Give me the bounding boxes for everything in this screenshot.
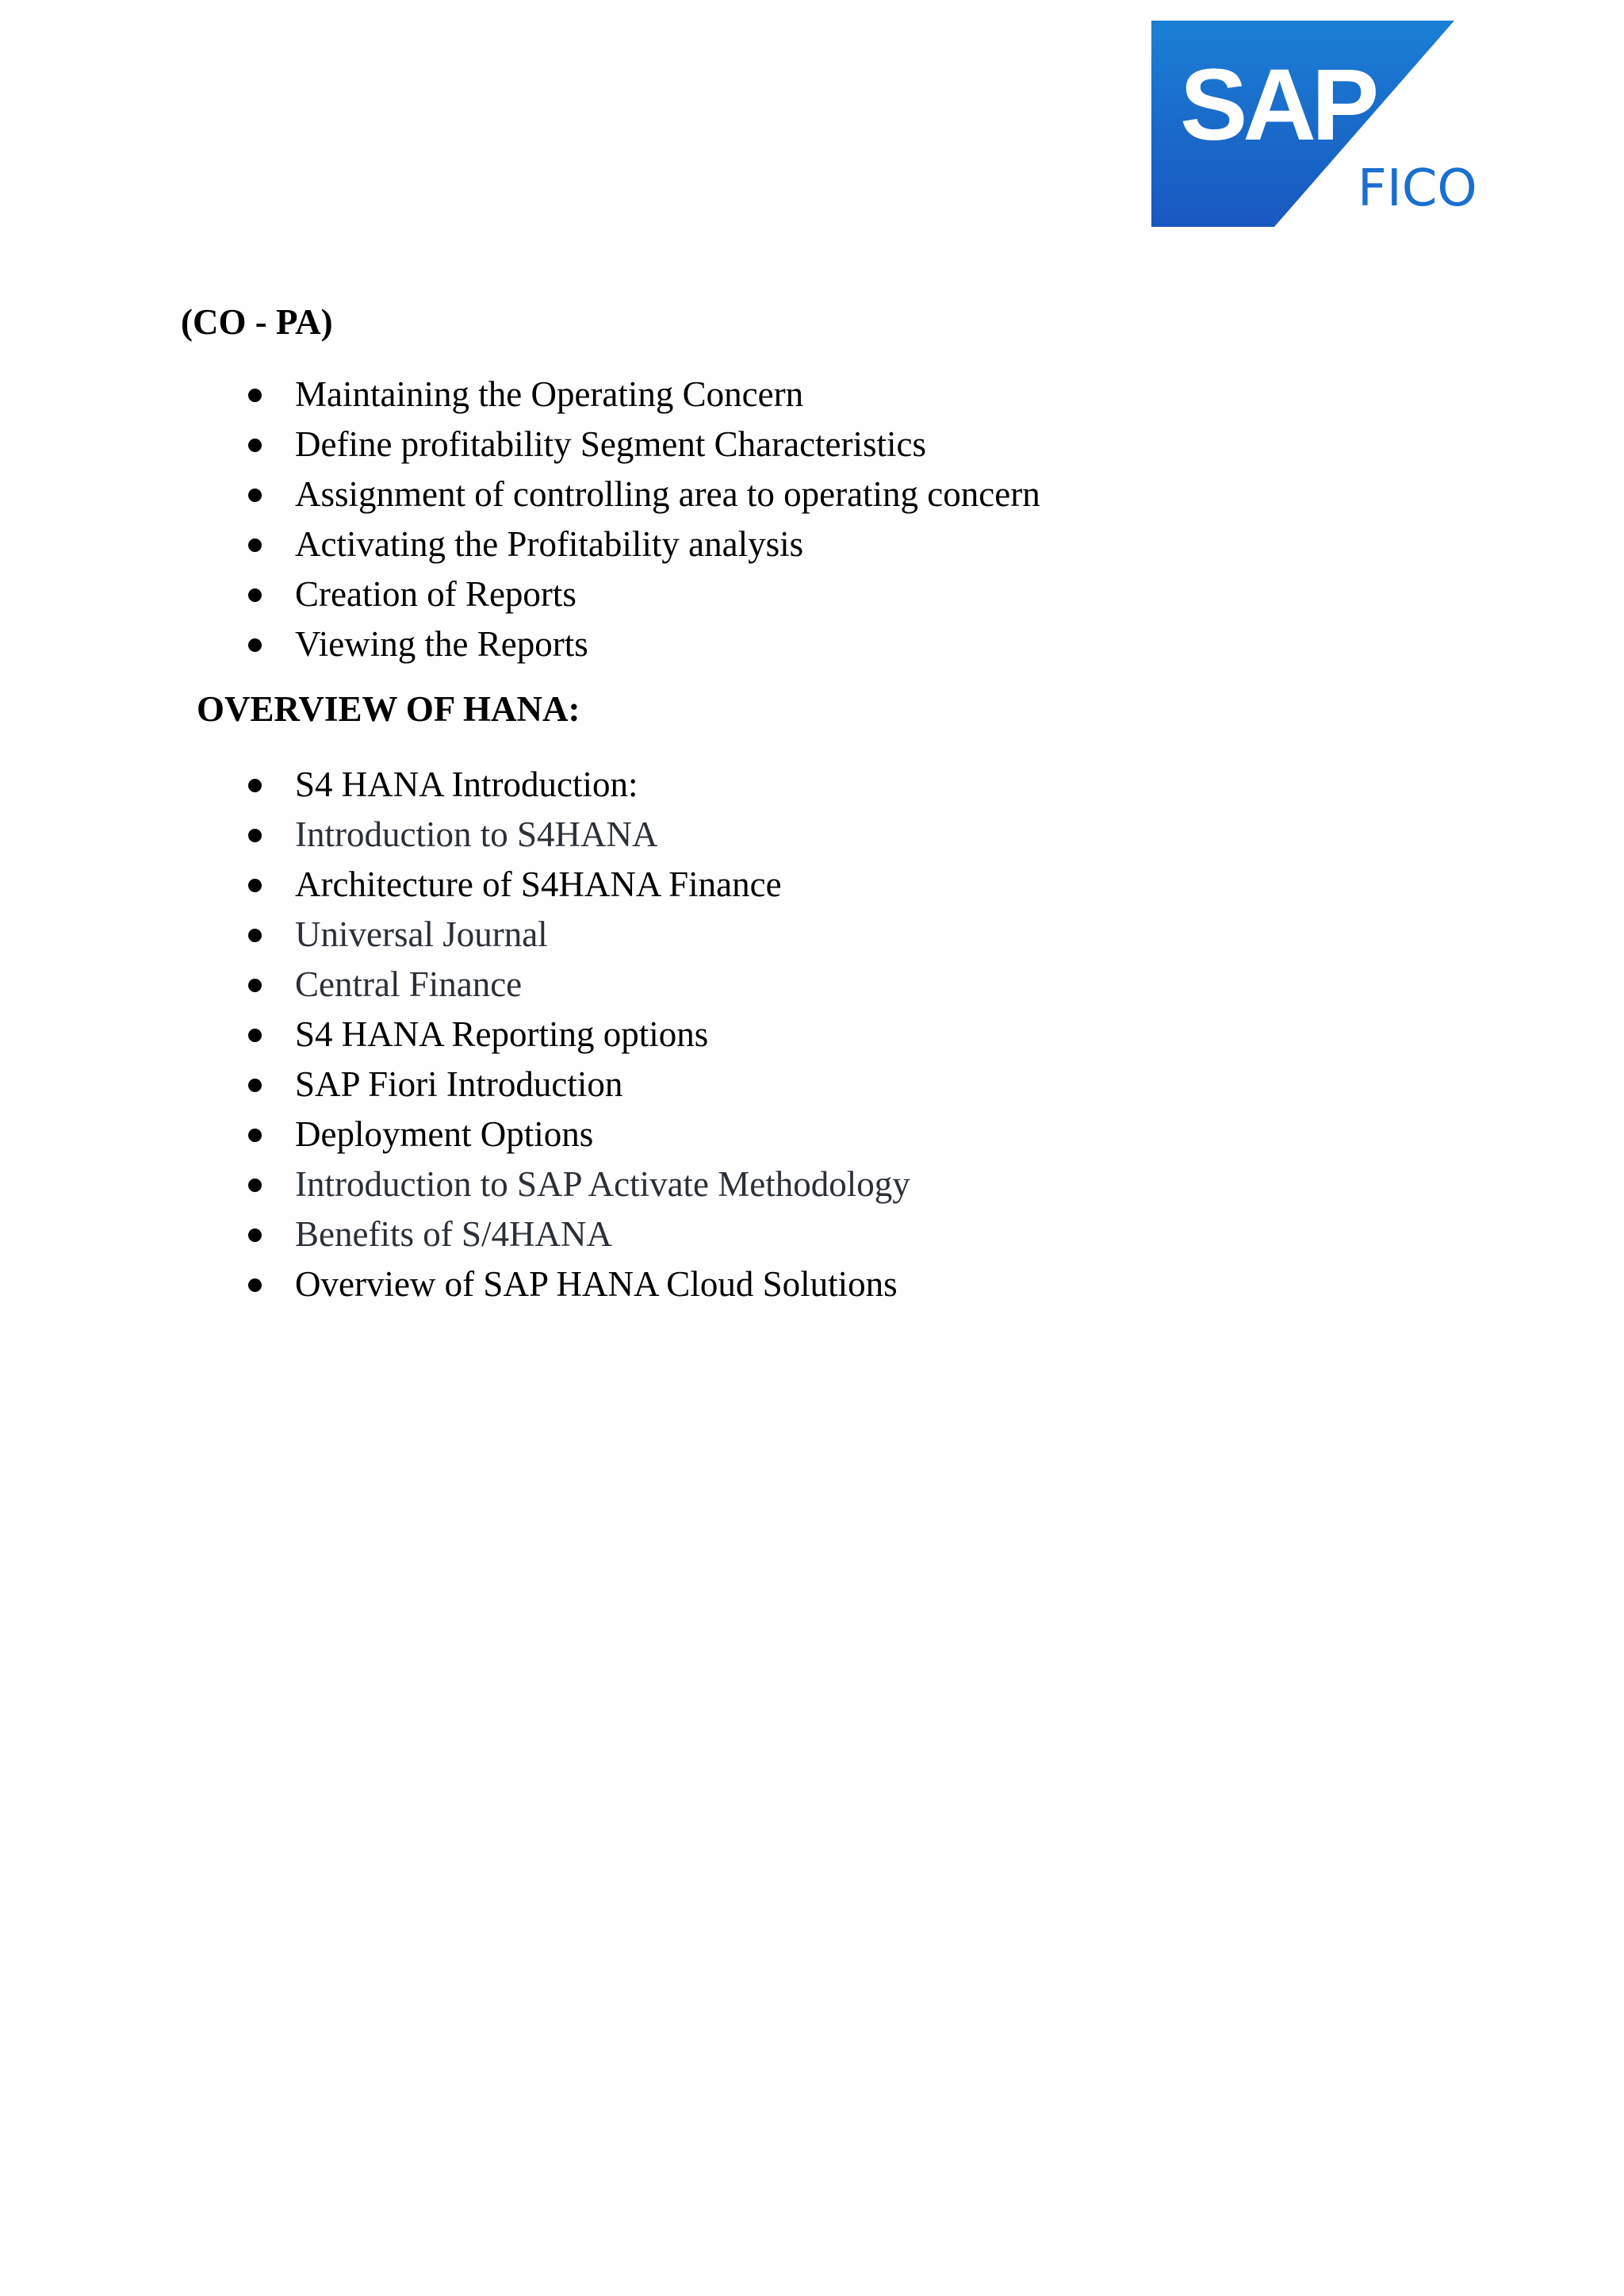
bullet-icon: [248, 638, 262, 652]
bullet-icon: [248, 439, 262, 452]
bullet-icon: [248, 979, 262, 992]
bullet-icon: [248, 1129, 262, 1142]
bullet-icon: [248, 1029, 262, 1042]
sap-logo-graphic: [1151, 21, 1496, 227]
bullet-icon: [248, 1228, 262, 1242]
logo-brand-text: SAP: [1180, 48, 1375, 162]
bullet-icon: [248, 779, 262, 792]
bullet-icon: [248, 929, 262, 942]
bullet-icon: [248, 1079, 262, 1092]
bullet-icon: [248, 1179, 262, 1192]
bullet-icon: [248, 539, 262, 552]
bullet-icon: [248, 1278, 262, 1292]
bullet-icon: [248, 588, 262, 602]
bullet-icon: [248, 879, 262, 892]
hana-section-heading: OVERVIEW OF HANA:: [197, 689, 580, 729]
bullet-icon: [248, 389, 262, 402]
logo-product-text: FICO: [1358, 159, 1477, 218]
bullet-icon: [248, 489, 262, 502]
bullet-icon: [248, 829, 262, 842]
copa-section-heading: (CO - PA): [181, 302, 333, 342]
document-page: SAP FICO (CO - PA) Maintaining the Operating Concern Define profitability Segment Characteristics Assignment of controlling area to operating concern Activating the Profitability analysis Creation of Reports Viewing the Reports OVERVIEW OF HANA: S4 HANA Introduction: Introduction to S4HANA Architecture of S4HANA Finance Universal Journal Central Finance S4 HANA Reporting options SAP Fiori Introduction Deployment Options Introduction to SAP Activate Methodology Benefits of S/4HANA Overview of SAP HANA Cloud Solutions: [0, 0, 1624, 2296]
sap-fico-logo: [1151, 21, 1496, 227]
